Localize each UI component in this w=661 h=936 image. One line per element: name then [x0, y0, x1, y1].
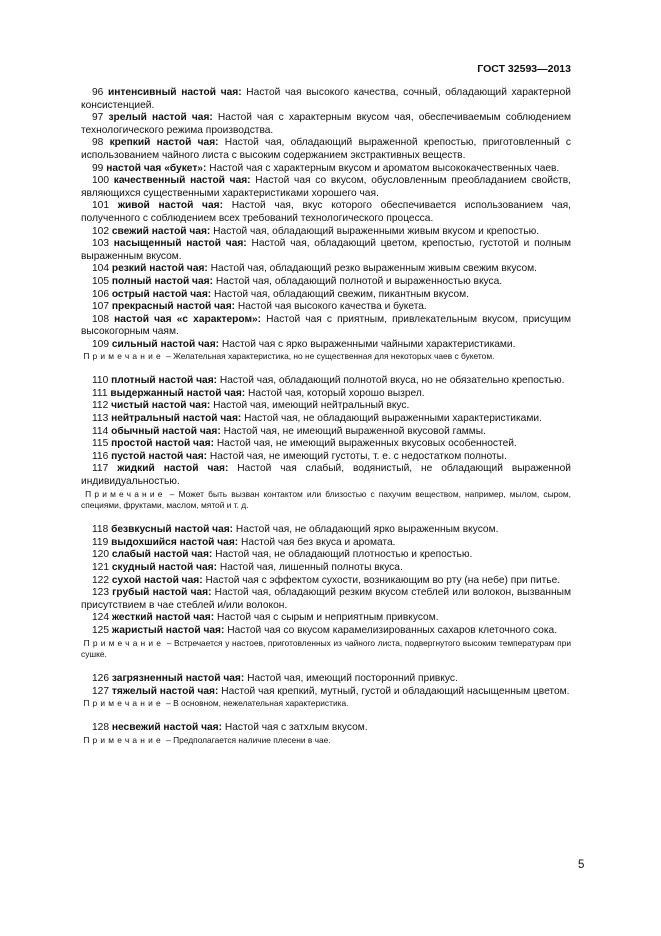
entry-term: настой чая «букет»: — [106, 162, 207, 174]
entry-definition: Настой чая, вкус которого обеспечивается использованием чая, полученного с соблюдением всех требований технологического процесса. — [81, 200, 571, 224]
entry-definition: Настой чая со вкусом, обусловленным преобладанием свойств, являющихся существенными характеристиками хорошего чая. — [81, 175, 571, 199]
entry-number: 111 — [92, 387, 108, 399]
entry-term: свежий настой чая: — [111, 225, 211, 237]
entry-definition: Настой чая, который хорошо вызрел. — [248, 387, 425, 399]
term-entry — [81, 587, 571, 612]
entry-number: 124 — [92, 612, 109, 624]
entry-definition: Настой чая, не имеющий выраженных вкусовых особенностей. — [216, 438, 517, 450]
entry-term: резкий настой чая: — [111, 263, 208, 275]
entry-number: 109 — [92, 338, 109, 350]
entry-definition: Настой чая с характерным вкусом чая, обеспечиваемым соблюдением технологического режима производства. — [81, 112, 571, 136]
entry-definition: Настой чая, не имеющий выраженной вкусовой гаммы. — [223, 425, 486, 437]
entries-group-5 — [81, 722, 571, 735]
entry-number: 104 — [92, 263, 109, 275]
entry-definition: Настой чая, не обладающий выраженными характеристиками. — [244, 413, 542, 425]
entry-number: 125 — [92, 624, 109, 636]
entry-term: загрязненный настой чая: — [111, 673, 245, 685]
entry-definition: Настой чая, имеющий нейтральный вкус. — [213, 400, 410, 412]
term-entry — [81, 112, 571, 137]
entry-definition: Настой чая с эффектом сухости, возникающим во рту (на небе) при питье. — [205, 574, 561, 586]
term-entry — [81, 426, 571, 439]
entry-term: зрелый настой чая: — [108, 112, 213, 124]
entry-definition: Настой чая, обладающий выраженной крепостью, приготовленный с использованием чайного листа с высоким содержанием экстрактивных веществ. — [81, 137, 571, 161]
entry-number: 116 — [92, 450, 109, 462]
entry-definition: Настой чая с сырым и неприятным привкусом. — [217, 612, 439, 624]
document-header: ГОСТ 32593—2013 — [477, 63, 571, 75]
entry-number: 107 — [92, 301, 109, 313]
entry-definition: Настой чая высокого качества, сочный, обладающий характерной консистенцией. — [81, 87, 571, 111]
entry-definition: Настой чая высокого качества и букета. — [237, 301, 427, 313]
entry-number: 113 — [92, 413, 109, 425]
entry-number: 96 — [92, 87, 104, 98]
entry-definition: Настой чая, лишенный полноты вкуса. — [219, 561, 403, 573]
term-entry — [81, 137, 571, 162]
term-entry — [81, 289, 571, 302]
entry-term: интенсивный настой чая: — [108, 87, 242, 98]
term-entry — [81, 413, 571, 426]
entries-group-2 — [81, 375, 571, 488]
term-entry — [81, 524, 571, 537]
term-entry — [81, 375, 571, 388]
note-4 — [81, 698, 571, 710]
entry-term: прекрасный настой чая: — [111, 301, 236, 313]
entry-number: 101 — [92, 200, 109, 212]
entry-term: безвкусный настой чая: — [111, 524, 234, 536]
term-entry — [81, 163, 571, 176]
entry-term: качественный настой чая: — [113, 175, 251, 187]
entry-term: плотный настой чая: — [111, 375, 218, 387]
entry-term: выдержанный настой чая: — [110, 387, 246, 399]
entry-number: 119 — [92, 536, 109, 548]
entry-term: тяжелый настой чая: — [111, 685, 219, 697]
entry-term: слабый настой чая: — [111, 549, 213, 561]
entry-definition: Настой чая, не имеющий густоты, т. е. с недостатком полноты. — [209, 450, 507, 462]
entry-number: 126 — [92, 673, 109, 685]
term-entry — [81, 451, 571, 464]
entry-definition: Настой чая с затхлым вкусом. — [224, 722, 368, 734]
entry-number: 114 — [92, 425, 109, 437]
entry-definition: Настой чая со вкусом карамелизированных сахаров клеточного сока. — [227, 624, 558, 636]
entry-term: скудный настой чая: — [111, 561, 218, 573]
term-entry — [81, 175, 571, 200]
page-number: 5 — [578, 859, 585, 871]
term-entry — [81, 537, 571, 550]
entry-term: несвежий настой чая: — [111, 722, 223, 734]
entry-definition: Настой чая с приятным, привлекательным вкусом, присущим высокогорным чаям. — [81, 313, 571, 338]
term-entry — [81, 438, 571, 451]
entry-term: настой чая «с характером»: — [114, 313, 262, 325]
entry-definition: Настой чая без вкуса и аромата. — [241, 536, 396, 548]
entry-term: жаристый настой чая: — [111, 624, 225, 636]
entry-number: 123 — [92, 587, 109, 599]
term-entry — [81, 463, 571, 488]
entry-definition: Настой чая, не обладающий плотностью и крепостью. — [215, 549, 473, 561]
note-3 — [81, 638, 571, 662]
entry-term: пустой настой чая: — [111, 450, 208, 462]
entry-number: 121 — [92, 561, 109, 573]
term-entry — [81, 400, 571, 413]
entry-definition: Настой чая, не обладающий ярко выраженным вкусом. — [235, 524, 499, 536]
entry-definition: Настой чая, обладающий полнотой и выраженностью вкуса. — [215, 275, 503, 287]
entry-number: 103 — [92, 238, 109, 250]
term-entry — [81, 575, 571, 588]
entry-term: жидкий настой чая: — [117, 463, 229, 475]
note-text: – Может быть вызван контактом или близостью с пахучим веществом, например, мылом, сыром, специями, фруктами, маслом, мятой и т. д. — [81, 488, 571, 511]
entry-number: 120 — [92, 549, 109, 561]
term-entry — [81, 562, 571, 575]
note-text: – Встречается у настоев, приготовленных из чайного листа, подвергнутого высоким температурам при сушке. — [81, 637, 572, 660]
note-1 — [81, 351, 571, 363]
entry-definition: Настой чая крепкий, мутный, густой и обладающий насыщенным цветом. — [221, 685, 570, 697]
entries-group-4 — [81, 673, 571, 698]
term-entry — [81, 388, 571, 401]
term-entry — [81, 301, 571, 314]
term-entry — [81, 276, 571, 289]
entry-term: жесткий настой чая: — [111, 612, 215, 624]
entry-term: чистый настой чая: — [111, 400, 211, 412]
entry-number: 127 — [92, 685, 109, 697]
entry-number: 108 — [92, 313, 109, 325]
entry-term: живой настой чая: — [117, 200, 223, 212]
entry-number: 99 — [92, 162, 104, 174]
entry-definition: Настой чая, обладающий резко выраженным живым свежим вкусом. — [210, 263, 538, 275]
entry-definition: Настой чая с характерным вкусом и ароматом высококачественных чаев. — [209, 162, 560, 174]
term-entry — [81, 673, 571, 686]
entry-number: 122 — [92, 574, 109, 586]
note-label: Примечание — [83, 637, 165, 648]
entry-term: острый настой чая: — [111, 288, 212, 300]
term-entry — [81, 238, 571, 263]
entry-definition: Настой чая, обладающий выраженными живым вкусом и крепостью. — [213, 225, 540, 237]
entry-definition: Настой чая, обладающий цветом, крепостью, густотой и полным выраженным вкусом. — [81, 238, 571, 262]
document-body — [81, 87, 571, 759]
term-entry — [81, 722, 571, 735]
entry-number: 97 — [92, 112, 104, 124]
term-entry — [81, 226, 571, 239]
entry-number: 110 — [92, 375, 109, 387]
entry-term: простой настой чая: — [111, 438, 214, 450]
term-entry — [81, 339, 571, 352]
entry-term: нейтральный настой чая: — [111, 413, 242, 425]
entry-number: 100 — [92, 175, 109, 187]
entry-term: сухой настой чая: — [111, 574, 203, 586]
entry-definition: Настой чая слабый, водянистый, не обладающий выраженной индивидуальностью. — [81, 463, 571, 488]
entry-term: грубый настой чая: — [112, 587, 212, 599]
entry-number: 112 — [92, 400, 109, 412]
entry-term: насыщенный настой чая: — [113, 238, 247, 250]
term-entry — [81, 87, 571, 112]
entry-number: 118 — [92, 524, 109, 536]
entry-term: крепкий настой чая: — [109, 137, 219, 149]
entry-definition: Настой чая с ярко выраженными чайными характеристиками. — [221, 338, 516, 350]
note-2 — [81, 489, 571, 513]
entry-definition: Настой чая, обладающий полнотой вкуса, но не обязательно крепостью. — [219, 375, 565, 387]
note-5 — [81, 735, 571, 747]
entry-definition: Настой чая, имеющий посторонний привкус. — [247, 673, 458, 685]
entry-number: 102 — [92, 225, 109, 237]
entries-group-3 — [81, 524, 571, 637]
note-text: – Желательная характеристика, но не существенная для некоторых чаев с букетом. — [166, 351, 495, 362]
note-label: Примечание — [83, 734, 164, 745]
entry-number: 105 — [92, 275, 109, 287]
note-label: Примечание — [83, 351, 164, 362]
entry-number: 117 — [92, 463, 109, 475]
entries-group-1 — [81, 87, 571, 351]
entry-number: 115 — [92, 438, 109, 450]
term-entry — [81, 549, 571, 562]
term-entry — [81, 263, 571, 276]
entry-term: выдохшийся настой чая: — [111, 536, 239, 548]
term-entry — [81, 612, 571, 625]
term-entry — [81, 625, 571, 638]
term-entry — [81, 200, 571, 225]
entry-term: обычный настой чая: — [111, 425, 221, 437]
entry-definition: Настой чая, обладающий резким вкусом стеблей или волокон, вызванным присутствием в чае стеблей и/или волокон. — [81, 587, 572, 611]
entry-term: полный настой чая: — [111, 275, 213, 287]
entry-number: 98 — [92, 137, 104, 149]
term-entry — [81, 314, 571, 339]
entry-number: 128 — [92, 722, 109, 734]
note-label: Примечание — [83, 698, 164, 709]
term-entry — [81, 686, 571, 699]
note-label: Примечание — [85, 488, 166, 499]
note-text: – Предполагается наличие плесени в чае. — [166, 734, 331, 745]
entry-definition: Настой чая, обладающий свежим, пикантным вкусом. — [214, 288, 469, 300]
entry-term: сильный настой чая: — [111, 338, 220, 350]
entry-number: 106 — [92, 288, 109, 300]
note-text: – В основном, нежелательная характеристика. — [166, 698, 349, 709]
